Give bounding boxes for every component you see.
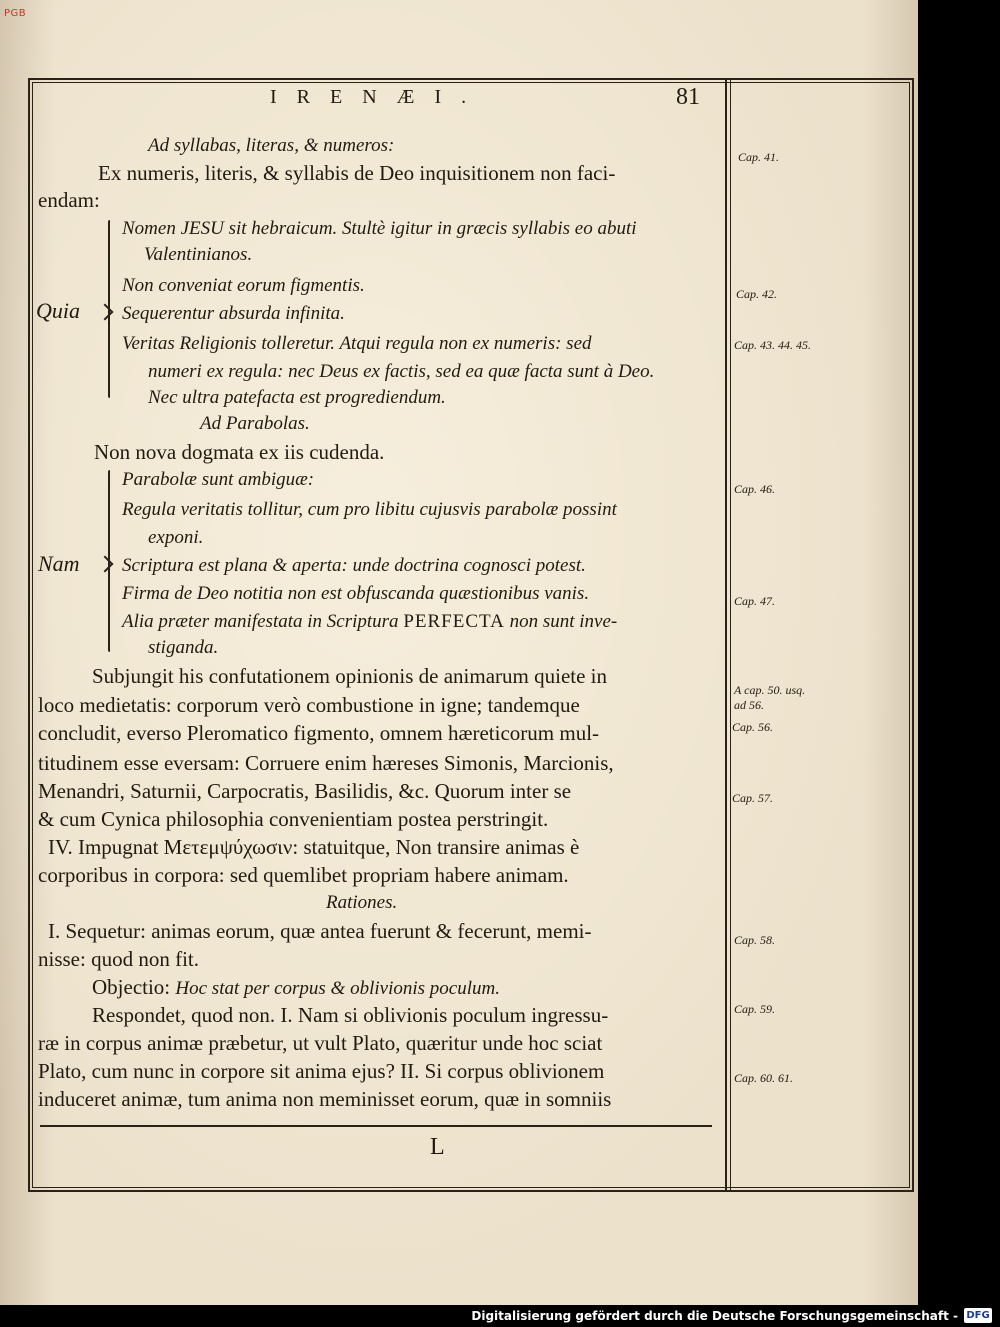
quia-line: Non conveniat eorum figmentis. bbox=[122, 275, 365, 296]
rationes-line: Plato, cum nunc in corpore sit anima ejus? II. Si corpus oblivionem bbox=[38, 1059, 605, 1083]
heading-syllabas: Ad syllabas, literas, & numeros: bbox=[148, 135, 395, 156]
body-line: Menandri, Saturnii, Carpocratis, Basilidis, &c. Quorum inter se bbox=[38, 779, 572, 803]
margin-column-rule-inner bbox=[730, 78, 731, 1190]
margin-note: Cap. 47. bbox=[734, 594, 776, 608]
body-line: Subjungit his confutationem opinionis de animarum quiete in bbox=[92, 664, 608, 688]
running-title: IRENÆI. bbox=[270, 86, 487, 108]
margin-note: Cap. 46. bbox=[734, 482, 776, 496]
quia-line: Valentinianos. bbox=[144, 244, 253, 265]
rationes-line: I. Sequetur: animas eorum, quæ antea fuerunt & fecerunt, memi- bbox=[48, 919, 592, 943]
margin-note: ad 56. bbox=[734, 698, 764, 712]
margin-note: Cap. 42. bbox=[736, 287, 778, 301]
nam-line-perfecta: PERFECTA bbox=[403, 611, 505, 632]
margin-note: Cap. 41. bbox=[738, 150, 780, 164]
rationes-line: induceret animæ, tum anima non meminisset eorum, quæ in somniis bbox=[38, 1087, 612, 1111]
body-line: corporibus in corpora: sed quemlibet propriam habere animam. bbox=[38, 863, 569, 887]
nam-line-part: non sunt inve- bbox=[509, 611, 618, 632]
paragraph-line: Non nova dogmata ex iis cudenda. bbox=[94, 440, 385, 464]
objectio-text: Hoc stat per corpus & oblivionis poculum. bbox=[175, 978, 500, 999]
margin-note: Cap. 43. 44. 45. bbox=[734, 338, 812, 352]
margin-note: Cap. 56. bbox=[732, 720, 774, 734]
text-bottom-rule bbox=[40, 1125, 712, 1127]
rationes-line: nisse: quod non fit. bbox=[38, 947, 199, 971]
library-stamp: PGB bbox=[4, 8, 27, 19]
paragraph-line: endam: bbox=[38, 188, 100, 212]
brace-label-nam: Nam bbox=[38, 551, 80, 576]
quia-line: Nec ultra patefacta est progrediendum. bbox=[148, 387, 446, 408]
nam-line: Parabolæ sunt ambiguæ: bbox=[122, 469, 315, 490]
body-line: & cum Cynica philosophia convenientiam postea perstringit. bbox=[38, 807, 549, 831]
margin-note: Cap. 59. bbox=[734, 1002, 776, 1016]
footer-bar bbox=[0, 1305, 1000, 1327]
page-number: 81 bbox=[676, 84, 700, 110]
rationes-line: Respondet, quod non. I. Nam si oblivionis poculum ingressu- bbox=[92, 1003, 609, 1027]
body-line: concludit, everso Pleromatico figmento, omnem hæreticorum mul- bbox=[38, 721, 600, 745]
body-line: loco medietatis: corporum verò combustione in igne; tandemque bbox=[38, 693, 580, 717]
dfg-logo-icon: DFG bbox=[964, 1308, 992, 1323]
quia-line: Veritas Religionis tolleretur. Atqui regula non ex numeris: sed bbox=[122, 333, 592, 354]
quia-line: numeri ex regula: nec Deus ex factis, sed ea quæ facta sunt à Deo. bbox=[148, 361, 655, 382]
nam-line-part: Alia præter manifestata in Scriptura bbox=[122, 611, 399, 632]
nam-line: Regula veritatis tollitur, cum pro libitu cujusvis parabolæ possint bbox=[122, 499, 617, 520]
objectio-label: Objectio: bbox=[92, 975, 171, 999]
footer-credit: Digitalisierung gefördert durch die Deutsche Forschungsgemeinschaft - bbox=[471, 1309, 958, 1323]
quia-line: Sequerentur absurda infinita. bbox=[122, 303, 345, 324]
body-line: IV. Impugnat Μετεμψύχωσιν: statuitque, Non transire animas è bbox=[48, 835, 580, 859]
paragraph-line: Ex numeris, literis, & syllabis de Deo inquisitionem non faci- bbox=[98, 161, 616, 185]
heading-parabolas: Ad Parabolas. bbox=[200, 413, 310, 434]
heading-rationes: Rationes. bbox=[326, 892, 398, 913]
rationes-line bbox=[92, 974, 500, 1002]
nam-line: Firma de Deo notitia non est obfuscanda quæstionibus vanis. bbox=[122, 583, 590, 604]
signature-mark: L bbox=[430, 1134, 445, 1160]
margin-note: Cap. 58. bbox=[734, 933, 776, 947]
margin-note: A cap. 50. usq. bbox=[734, 683, 806, 697]
nam-line: Scriptura est plana & aperta: unde doctrina cognosci potest. bbox=[122, 555, 586, 576]
brace-label-quia: Quia bbox=[36, 298, 80, 323]
nam-line: stiganda. bbox=[148, 637, 219, 658]
margin-note: Cap. 60. 61. bbox=[734, 1071, 794, 1085]
nam-line: exponi. bbox=[148, 527, 204, 548]
nam-line bbox=[122, 609, 617, 635]
margin-column-rule bbox=[725, 78, 727, 1190]
rationes-line: ræ in corpus animæ præbetur, ut vult Plato, quæritur unde hoc sciat bbox=[38, 1031, 603, 1055]
margin-note: Cap. 57. bbox=[732, 791, 774, 805]
quia-line: Nomen JESU sit hebraicum. Stultè igitur in græcis syllabis eo abuti bbox=[122, 218, 637, 239]
body-line: titudinem esse eversam: Corruere enim hæreses Simonis, Marcionis, bbox=[38, 751, 614, 775]
